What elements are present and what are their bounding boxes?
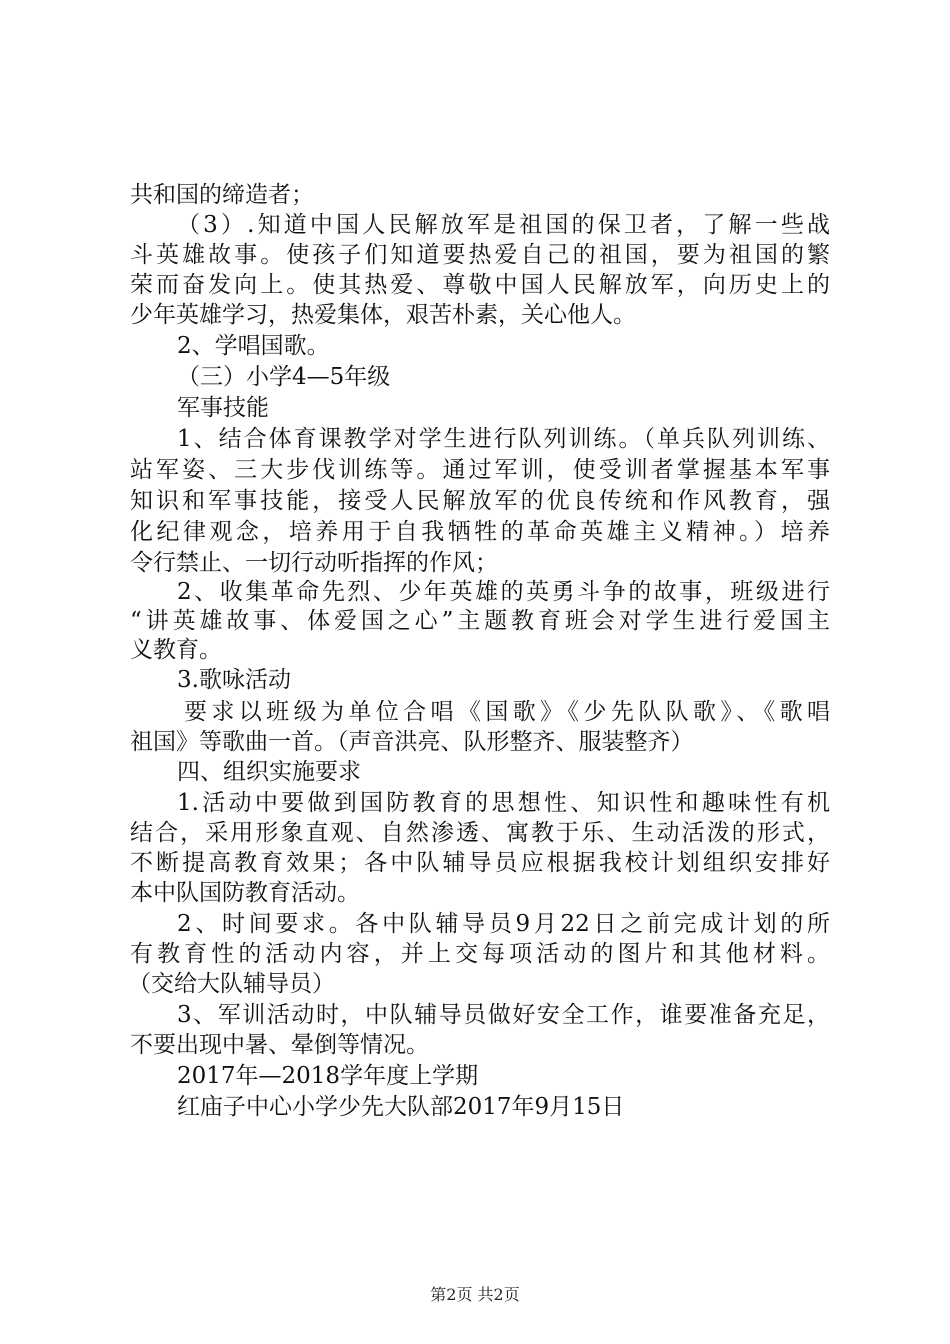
text-line: 本中队国防教育活动。 [130, 880, 360, 906]
text-line: 军事技能 [177, 395, 269, 421]
text-line: 不断提高教育效果；各中队辅导员应根据我校计划组织安排好 [130, 850, 830, 876]
text-line: （3）.知道中国人民解放军是祖国的保卫者，了解一些战 [177, 212, 830, 238]
text-line: 不要出现中暑、晕倒等情况。 [130, 1032, 429, 1058]
text-line: “讲英雄故事、体爱国之心”主题教育班会对学生进行爱国主 [130, 608, 830, 634]
text-line: 祖国》等歌曲一首。（声音洪亮、队形整齐、服装整齐） [130, 729, 694, 755]
text-line: 2、收集革命先烈、少年英雄的英勇斗争的故事，班级进行 [177, 579, 830, 605]
text-line: 令行禁止、一切行动听指挥的作风； [130, 550, 498, 576]
text-line: 化纪律观念，培养用于自我牺牲的革命英雄主义精神。）培养 [130, 519, 830, 545]
text-line: 红庙子中心小学少先大队部2017年9月15日 [177, 1094, 625, 1120]
text-line: 要求以班级为单位合唱《国歌》《少先队队歌》、《歌唱 [184, 699, 830, 725]
text-line: 共和国的缔造者； [130, 182, 314, 208]
text-line: （交给大队辅导员） [128, 971, 335, 997]
text-line: 四、组织实施要求 [177, 759, 361, 785]
text-line: 少年英雄学习，热爱集体，艰苦朴素，关心他人。 [130, 302, 636, 328]
text-line: 知识和军事技能，接受人民解放军的优良传统和作风教育，强 [130, 488, 830, 514]
page-footer: 第2页 共2页 [430, 1285, 520, 1304]
text-line: 3、军训活动时，中队辅导员做好安全工作，谁要准备充足， [177, 1002, 830, 1028]
text-line: 站军姿、三大步伐训练等。通过军训，使受训者掌握基本军事 [130, 457, 830, 483]
text-line: 荣而奋发向上。使其热爱、尊敬中国人民解放军，向历史上的 [130, 272, 830, 298]
text-line: （三）小学4—5年级 [177, 364, 391, 390]
text-line: 3.歌咏活动 [177, 667, 291, 693]
text-line: 斗英雄故事。使孩子们知道要热爱自己的祖国，要为祖国的繁 [130, 242, 830, 268]
text-line: 义教育。 [130, 637, 222, 663]
text-line: 2、时间要求。各中队辅导员9月22日之前完成计划的所 [177, 911, 830, 937]
text-line: 2、学唱国歌。 [177, 333, 330, 359]
text-line: 2017年—2018学年度上学期 [177, 1063, 479, 1089]
text-line: 1.活动中要做到国防教育的思想性、知识性和趣味性有机 [177, 790, 830, 816]
text-line: 1、结合体育课教学对学生进行队列训练。（单兵队列训练、 [177, 426, 830, 452]
text-line: 有教育性的活动内容，并上交每项活动的图片和其他材料。 [130, 941, 830, 967]
text-line: 结合，采用形象直观、自然渗透、寓教于乐、生动活泼的形式， [130, 820, 830, 846]
